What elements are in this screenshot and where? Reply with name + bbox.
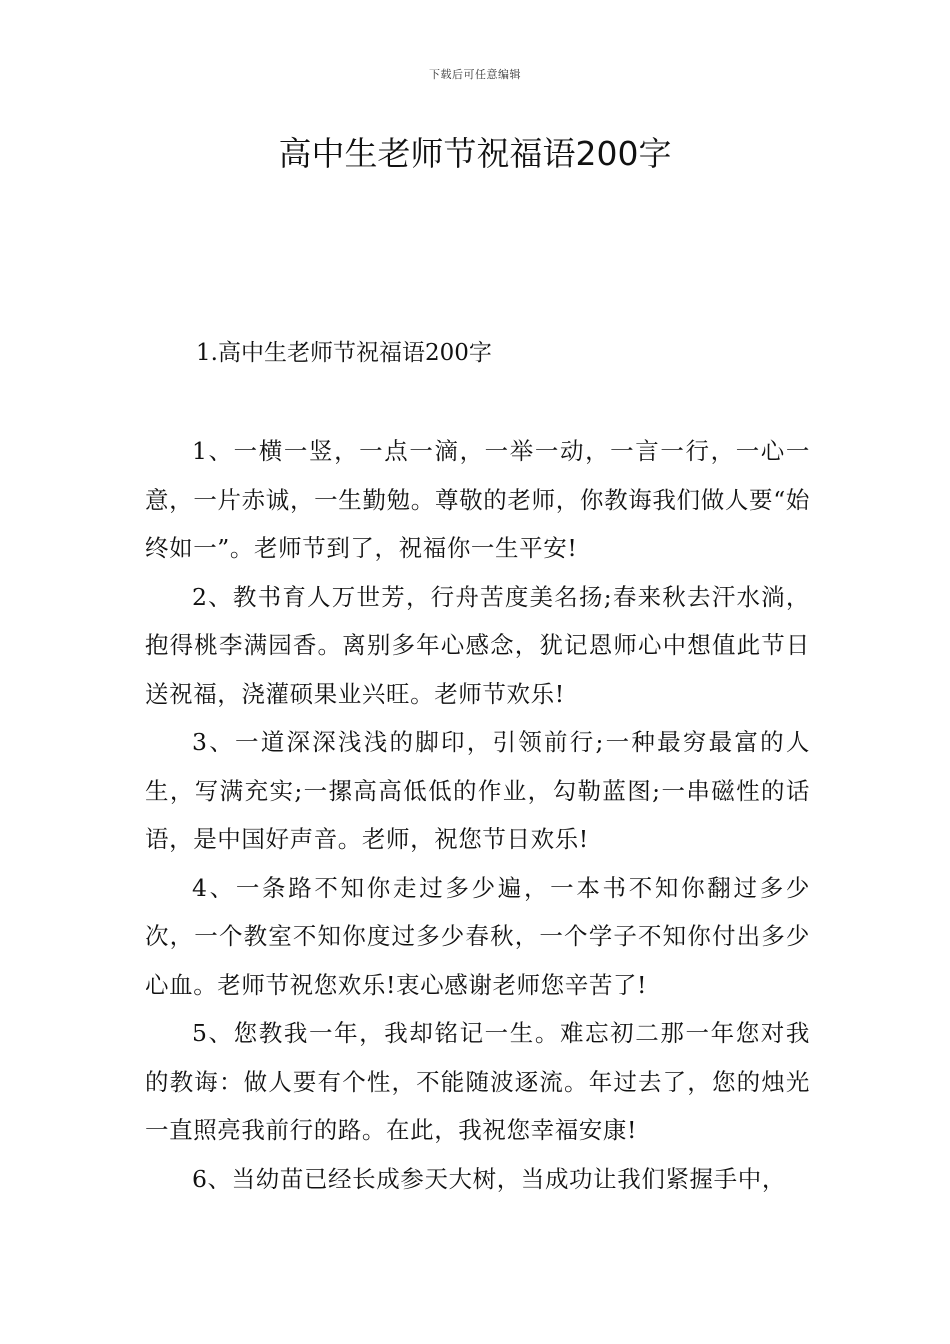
document-title: 高中生老师节祝福语200字 — [278, 134, 672, 173]
paragraph-6: 6、当幼苗已经长成参天大树，当成功让我们紧握手中， — [192, 1164, 786, 1193]
paragraph-3: 3、一道深深浅浅的脚印，引领前行;一种最穷最富的人生，写满充实;一摞高高低低的作业，勾勒蓝图;一串磁性的话语，是中国好声音。老师，祝您节日欢乐! — [145, 728, 810, 853]
body-text — [145, 427, 810, 1203]
paragraph-2: 2、教书育人万世芳，行舟苦度美名扬;春来秋去汗水淌，抱得桃李满园香。离别多年心感念，犹记恩师心中想值此节日送祝福，浇灌硕果业兴旺。老师节欢乐! — [145, 582, 810, 708]
paragraph-5: 5、您教我一年，我却铭记一生。难忘初二那一年您对我的教诲：做人要有个性，不能随波逐流。年过去了，您的烛光一直照亮我前行的路。在此，我祝您幸福安康! — [145, 1019, 810, 1144]
header-note: 下载后可任意编辑 — [429, 68, 521, 81]
paragraph-4: 4、一条路不知你走过多少遍，一本书不知你翻过多少次，一个教室不知你度过多少春秋，一个学子不知你付出多少心血。老师节祝您欢乐!衷心感谢老师您辛苦了! — [145, 873, 810, 999]
section-heading: 1.高中生老师节祝福语200字 — [196, 340, 492, 366]
paragraph-1: 1、一横一竖，一点一滴，一举一动，一言一行，一心一意，一片赤诚，一生勤勉。尊敬的老师，你教诲我们做人要“始终如一”。老师节到了，祝福你一生平安! — [145, 437, 810, 562]
